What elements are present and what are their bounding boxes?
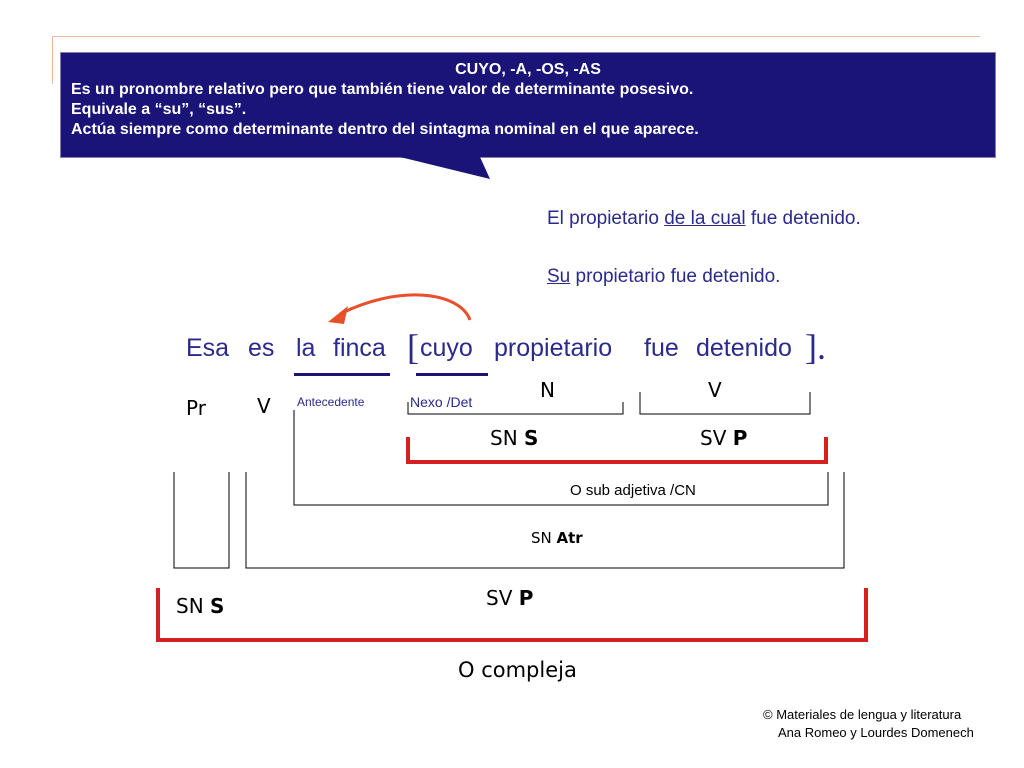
word-la: la (296, 334, 316, 362)
copyright-line-2: Ana Romeo y Lourdes Domenech (778, 725, 974, 740)
open-bracket: [ (407, 327, 419, 367)
callout-line-2: Equivale a “su”, “sus”. (71, 101, 247, 118)
word-esa: Esa (186, 334, 230, 362)
word-cuyo: cuyo (420, 334, 473, 362)
underlined-su: Su (547, 266, 571, 287)
label-pr: Pr (186, 396, 206, 420)
label-nexo: Nexo /Det (410, 394, 473, 410)
label-o-sub-adjetiva: O sub adjetiva /CN (570, 482, 696, 499)
example-relative: El propietario de la cual fue detenido. (547, 208, 861, 229)
close-bracket: ]. (805, 327, 826, 367)
word-fue: fue (644, 334, 679, 362)
label-sv-p-main: SV P (486, 586, 534, 610)
callout-line-1: Es un pronombre relativo pero que también tiene valor de determinante posesivo. (71, 81, 694, 98)
label-sn-s-sub: SN S (490, 426, 539, 450)
label-n: N (540, 378, 555, 402)
copyright (763, 706, 974, 742)
copyright-line-1: © Materiales de lengua y literatura (763, 707, 962, 722)
label-antecedente: Antecedente (297, 395, 365, 409)
example-possessive: Su propietario fue detenido. (547, 266, 781, 287)
label-sn-s-main: SN S (176, 594, 225, 618)
word-es: es (248, 334, 275, 362)
callout-title: CUYO, -A, -OS, -AS (455, 61, 601, 78)
word-propietario: propietario (494, 334, 613, 362)
underlined-de-la-cual: de la cual (664, 208, 746, 229)
callout-line-3: Actúa siempre como determinante dentro del sintagma nominal en el que aparece. (71, 121, 699, 138)
word-detenido: detenido (696, 334, 792, 362)
label-sn-atr: SN Atr (531, 529, 583, 547)
word-finca: finca (333, 334, 386, 362)
label-v2: V (708, 378, 722, 402)
label-o-compleja: O compleja (458, 658, 577, 682)
label-v: V (257, 394, 271, 418)
label-sv-p-sub: SV P (700, 426, 748, 450)
